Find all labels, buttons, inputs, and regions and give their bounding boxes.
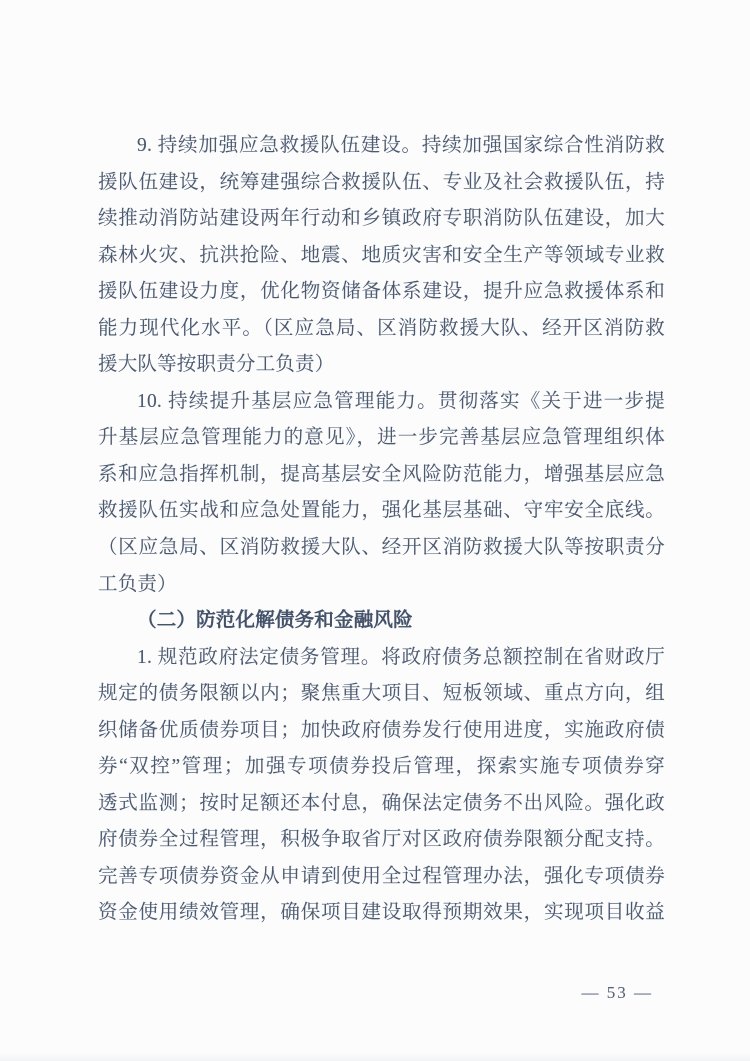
text-line: 透式监测；按时足额还本付息，确保法定债务不出风险。强化政 — [98, 792, 665, 814]
text-line: 森林火灾、抗洪抢险、地震、地质灾害和安全生产等领域专业救 — [98, 244, 665, 266]
paragraph-10 — [98, 384, 665, 603]
text-line: 升基层应急管理能力的意见》，进一步完善基层应急管理组织体 — [98, 427, 665, 449]
text-line: 能力现代化水平。（区应急局、区消防救援大队、经开区消防救 — [98, 317, 665, 339]
document-body — [98, 128, 665, 932]
text-line: 续推动消防站建设两年行动和乡镇政府专职消防队伍建设，加大 — [98, 208, 665, 230]
text-line: 10. 持续提升基层应急管理能力。贯彻落实《关于进一步提 — [137, 390, 665, 412]
text-line: （区应急局、区消防救援大队、经开区消防救援大队等按职责分 — [98, 537, 665, 559]
text-line: 援队伍建设，统筹建强综合救援队伍、专业及社会救援队伍，持 — [98, 171, 665, 193]
section-heading-2: （二）防范化解债务和金融风险 — [137, 610, 413, 632]
text-line: 救援队伍实战和应急处置能力，强化基层基础、守牢安全底线。 — [98, 500, 665, 522]
text-line: 系和应急指挥机制，提高基层安全风险防范能力，增强基层应急 — [98, 463, 665, 485]
text-line: 府债券全过程管理，积极争取省厅对区政府债券限额分配支持。 — [98, 829, 665, 851]
text-line: 援队伍建设力度，优化物资储备体系建设，提升应急救援体系和 — [98, 281, 665, 303]
text-line: 资金使用绩效管理，确保项目建设取得预期效果，实现项目收益 — [98, 902, 665, 924]
text-line: 工负责） — [98, 573, 177, 595]
page-number: — 53 — — [581, 983, 653, 1002]
text-line: 援大队等按职责分工负责） — [98, 354, 335, 376]
paragraph-1 — [98, 640, 665, 932]
text-line: 规定的债务限额以内；聚焦重大项目、短板领域、重点方向，组 — [98, 683, 665, 705]
text-line: 1. 规范政府法定债务管理。将政府债务总额控制在省财政厅 — [137, 646, 665, 668]
text-line: 织储备优质债券项目；加快政府债券发行使用进度，实施政府债 — [98, 719, 665, 741]
text-line: 券“双控”管理；加强专项债券投后管理，探索实施专项债券穿 — [98, 756, 665, 778]
text-line: 9. 持续加强应急救援队伍建设。持续加强国家综合性消防救 — [137, 135, 665, 156]
text-line: 完善专项债券资金从申请到使用全过程管理办法，强化专项债券 — [98, 865, 665, 887]
paragraph-9 — [98, 128, 665, 384]
